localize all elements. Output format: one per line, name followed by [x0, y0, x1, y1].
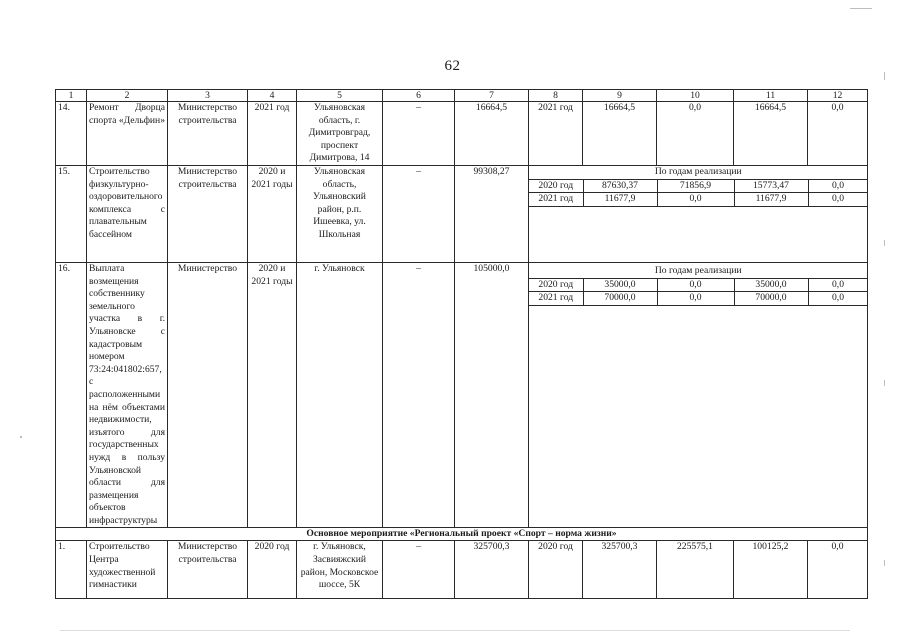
responsible-ministry: Министерство [168, 263, 248, 528]
row-number: 15. [56, 166, 87, 263]
column-number: 2 [87, 90, 168, 102]
object-address: г. Ульяновск [297, 263, 383, 528]
total-cost: 105000,0 [455, 263, 529, 528]
page-number: 62 [444, 58, 461, 74]
dash-cell: – [383, 166, 455, 263]
total-cost: 99308,27 [455, 166, 529, 263]
period-year: 2021 год [529, 102, 583, 166]
period-year: 2020 год [529, 179, 583, 193]
amount-total: 11677,9 [583, 193, 657, 207]
object-address: Ульяновская область, Ульяновский район, р.п. Ишеевка, ул. Школьная [297, 166, 383, 263]
amount-federal: 225575,1 [657, 541, 734, 599]
amount-other: 0,0 [808, 278, 868, 292]
column-number: 7 [455, 90, 529, 102]
section-title: Основное мероприятие «Региональный проект «Спорт – норма жизни» [56, 528, 868, 541]
column-number: 3 [168, 90, 248, 102]
dash-cell: – [383, 541, 455, 599]
object-name: Ремонт Дворца спорта «Дельфин» [87, 102, 168, 166]
table-row [56, 102, 868, 166]
period-title: По годам реализации [529, 263, 868, 278]
scan-artifact [884, 240, 885, 246]
dash-cell: – [383, 263, 455, 528]
scan-artifact [850, 8, 872, 9]
column-number: 12 [808, 90, 868, 102]
program-table [55, 89, 868, 599]
implementation-year: 2020 и 2021 годы [248, 166, 297, 263]
amount-total: 87630,37 [583, 179, 657, 193]
object-name: Строительство физкультурно-оздоровительного комплекса с плавательным бассейном [87, 166, 168, 263]
implementation-year: 2021 год [248, 102, 297, 166]
table-row [56, 166, 868, 263]
amount-total: 70000,0 [583, 292, 657, 306]
period-year: 2020 год [529, 278, 583, 292]
object-name: Строительство Центра художественной гимнастики [87, 541, 168, 599]
column-number: 6 [383, 90, 455, 102]
amount-other: 0,0 [808, 292, 868, 306]
total-cost: 16664,5 [455, 102, 529, 166]
section-header-row [56, 528, 868, 541]
amount-federal: 0,0 [657, 292, 734, 306]
row-number: 14. [56, 102, 87, 166]
period-row [529, 193, 868, 207]
amount-regional: 70000,0 [734, 292, 808, 306]
table-row [56, 263, 868, 528]
responsible-ministry: Министерство строительства [168, 541, 248, 599]
amount-other: 0,0 [808, 102, 868, 166]
row-number: 1. [56, 541, 87, 599]
responsible-ministry: Министерство строительства [168, 166, 248, 263]
amount-federal: 71856,9 [657, 179, 734, 193]
amount-federal: 0,0 [657, 193, 734, 207]
column-number-header-row [56, 90, 868, 102]
amount-regional: 15773,47 [734, 179, 808, 193]
period-table [529, 166, 868, 207]
column-number: 5 [297, 90, 383, 102]
dash-cell: – [383, 102, 455, 166]
object-address: г. Ульяновск, Засвияжский район, Московское шоссе, 5К [297, 541, 383, 599]
period-year: 2021 год [529, 193, 583, 207]
implementation-year: 2020 год [248, 541, 297, 599]
object-address: Ульяновская область, г. Димитровград, проспект Димитрова, 14 [297, 102, 383, 166]
column-number: 1 [56, 90, 87, 102]
amount-other: 0,0 [808, 193, 868, 207]
scan-artifact [884, 560, 885, 566]
amount-regional: 16664,5 [734, 102, 808, 166]
column-number: 9 [583, 90, 657, 102]
amount-total: 325700,3 [583, 541, 657, 599]
column-number: 4 [248, 90, 297, 102]
amount-other: 0,0 [808, 179, 868, 193]
table-row [56, 541, 868, 599]
object-name: Выплата возмещения собственнику земельного участка в г. Ульяновске с кадастровым номером 73:24:041802:657, с расположенными на нём объектами недвижимости, изъятого для государственных нужд в пользу Ульяновской области для размещения объектов инфраструктуры [87, 263, 168, 528]
column-number: 8 [529, 90, 583, 102]
scan-artifact [884, 72, 885, 80]
column-number: 11 [734, 90, 808, 102]
total-cost: 325700,3 [455, 541, 529, 599]
scan-artifact [20, 436, 22, 438]
amount-regional: 100125,2 [734, 541, 808, 599]
row-number: 16. [56, 263, 87, 528]
implementation-year: 2020 и 2021 годы [248, 263, 297, 528]
period-row [529, 292, 868, 306]
period-year: 2021 год [529, 292, 583, 306]
period-row [529, 179, 868, 193]
scan-artifact [884, 380, 885, 386]
amount-regional: 35000,0 [734, 278, 808, 292]
period-breakdown [529, 166, 868, 263]
period-table [529, 263, 868, 306]
amount-other: 0,0 [808, 541, 868, 599]
period-row [529, 278, 868, 292]
column-number: 10 [657, 90, 734, 102]
period-year: 2020 год [529, 541, 583, 599]
period-title: По годам реализации [529, 166, 868, 179]
responsible-ministry: Министерство строительства [168, 102, 248, 166]
amount-total: 16664,5 [583, 102, 657, 166]
amount-regional: 11677,9 [734, 193, 808, 207]
period-breakdown [529, 263, 868, 528]
scan-artifact [60, 630, 850, 631]
amount-federal: 0,0 [657, 278, 734, 292]
amount-total: 35000,0 [583, 278, 657, 292]
amount-federal: 0,0 [657, 102, 734, 166]
